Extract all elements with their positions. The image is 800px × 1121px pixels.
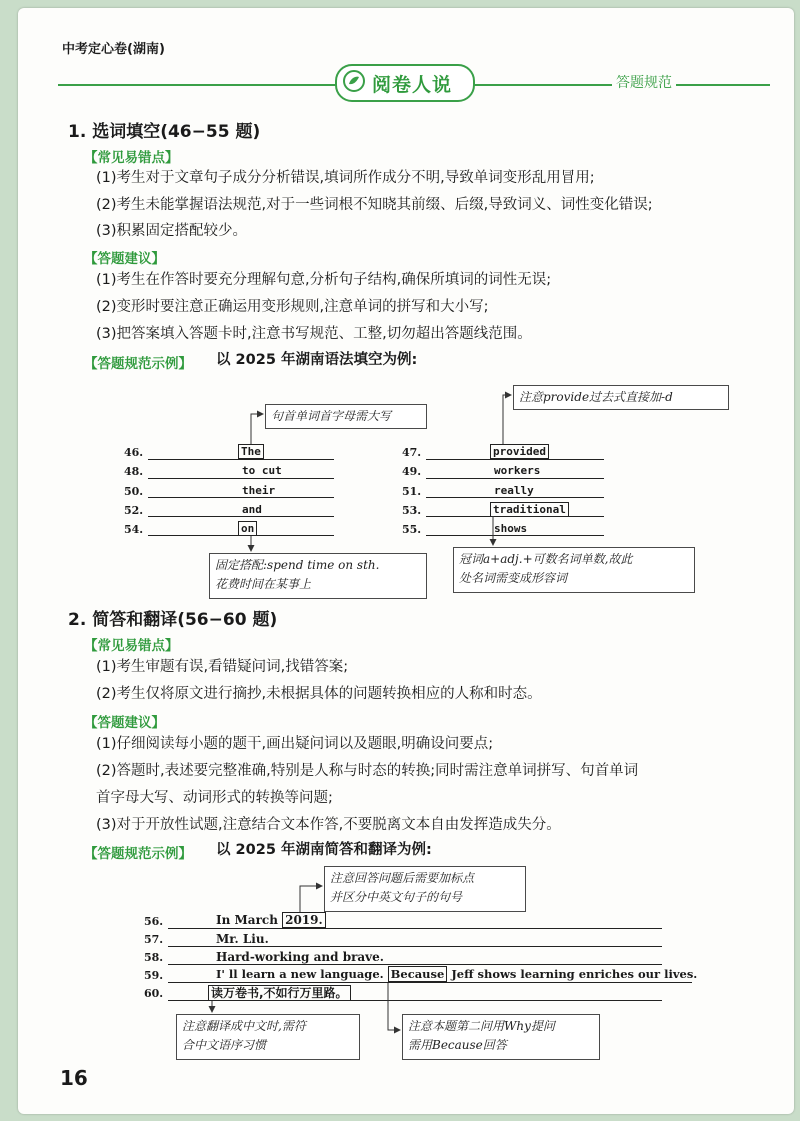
page-number: 16 [60, 1066, 88, 1090]
note-punct-line1: 注意回答问题后需要加标点 [330, 871, 475, 885]
note-provide: 注意provide过去式直接加-d [513, 385, 729, 410]
section1-error-3: (3)积累固定搭配较少。 [96, 223, 248, 239]
answer-50: their [242, 484, 276, 497]
section2-advice-3: 首字母大写、动词形式的转换等问题; [96, 790, 333, 806]
section2-advice-4: (3)对于开放性试题,注意结合文本作答,不要脱离文本自由发挥造成失分。 [96, 817, 561, 833]
section1-example-tag: 【答题规范示例】 [84, 356, 192, 372]
row-num: 51. [402, 485, 422, 498]
note-because-line1: 注意本题第二问用Why提问 [408, 1019, 555, 1033]
section2-advice-2: (2)答题时,表述要完整准确,特别是人称与时态的转换;同时需注意单词拼写、句首单词 [96, 763, 639, 779]
row-num: 49. [402, 465, 422, 478]
row-num: 57. [144, 933, 164, 946]
answer-55: shows [494, 522, 528, 535]
answer-57: Mr. Liu. [216, 932, 269, 946]
row-num: 59. [144, 969, 164, 982]
note-translate-line1: 注意翻译成中文时,需符 [182, 1019, 306, 1033]
row-num: 56. [144, 915, 164, 928]
section1-title: 1. 选词填空(46−55 题) [68, 122, 261, 142]
section2-errors-tag: 【常见易错点】 [84, 638, 179, 654]
answer-56-text: In March [216, 913, 283, 927]
answer-59-boxed: Because [388, 966, 448, 982]
note-because-line2: 需用Because回答 [408, 1038, 507, 1052]
section1-error-1: (1)考生对于文章句子成分分析错误,填词所作成分不明,导致单词变形乱用冒用; [96, 170, 595, 186]
row-num: 58. [144, 951, 164, 964]
answer-56-boxed: 2019. [282, 912, 326, 928]
note-spend-line2: 花费时间在某事上 [215, 577, 312, 591]
row-num: 53. [402, 504, 422, 517]
section1-advice-2: (2)变形时要注意正确运用变形规则,注意单词的拼写和大小写; [96, 299, 489, 315]
note-capital: 句首单词首字母需大写 [265, 404, 427, 429]
answer-52: and [242, 503, 262, 516]
book-title: 中考定心卷(湖南) [62, 42, 165, 57]
section2-example-text: 以 2025 年湖南简答和翻译为例: [216, 842, 432, 858]
banner-title: 阅卷人说 [372, 74, 453, 96]
row-num: 48. [124, 465, 144, 478]
section1-advice-1: (1)考生在作答时要充分理解句意,分析句子结构,确保所填词的词性无误; [96, 272, 552, 288]
note-translate-line2: 合中文语序习惯 [182, 1038, 267, 1052]
note-spend-line1: 固定搭配:spend time on sth. [215, 558, 380, 572]
answer-58: Hard-working and brave. [216, 950, 384, 964]
section2-advice-tag: 【答题建议】 [84, 715, 165, 731]
section2-advice-1: (1)仔细阅读每小题的题干,画出疑问词以及题眼,明确设问要点; [96, 736, 494, 752]
row-num: 55. [402, 523, 422, 536]
note-punct-line2: 并区分中英文句子的句号 [330, 890, 463, 904]
section1-example-text: 以 2025 年湖南语法填空为例: [216, 352, 418, 368]
section1-advice-3: (3)把答案填入答题卡时,注意书写规范、工整,切勿超出答题线范围。 [96, 326, 532, 342]
row-num: 60. [144, 987, 164, 1000]
answer-47: provided [490, 444, 549, 459]
answer-46: The [238, 444, 264, 459]
row-num: 50. [124, 485, 144, 498]
answer-51: really [494, 484, 534, 497]
answer-59-post: Jeff shows learning enriches our lives. [447, 967, 698, 981]
row-num: 52. [124, 504, 144, 517]
section1-errors-tag: 【常见易错点】 [84, 150, 179, 166]
note-traditional-line2: 处名词需变成形容词 [459, 571, 568, 585]
answer-53: traditional [490, 502, 569, 517]
row-num: 46. [124, 446, 144, 459]
answer-54: on [238, 521, 257, 536]
section1-error-2: (2)考生未能掌握语法规范,对于一些词根不知晓其前缀、后缀,导致词义、词性变化错误; [96, 197, 653, 213]
section2-error-1: (1)考生审题有误,看错疑问词,找错答案; [96, 659, 349, 675]
note-traditional-line1: 冠词a+adj.+可数名词单数,故此 [459, 552, 633, 566]
answer-59-pre: I' ll learn a new language. [216, 967, 388, 981]
row-num: 54. [124, 523, 144, 536]
answer-49: workers [494, 464, 541, 477]
answer-60-boxed: 读万卷书,不如行万里路。 [208, 985, 351, 1001]
answer-48: to cut [242, 464, 282, 477]
section2-error-2: (2)考生仅将原文进行摘抄,未根据具体的问题转换相应的人称和时态。 [96, 686, 542, 702]
row-num: 47. [402, 446, 422, 459]
section1-advice-tag: 【答题建议】 [84, 251, 165, 267]
banner-tag: 答题规范 [612, 72, 676, 92]
section2-title: 2. 简答和翻译(56−60 题) [68, 610, 278, 630]
section2-example-tag: 【答题规范示例】 [84, 846, 192, 862]
